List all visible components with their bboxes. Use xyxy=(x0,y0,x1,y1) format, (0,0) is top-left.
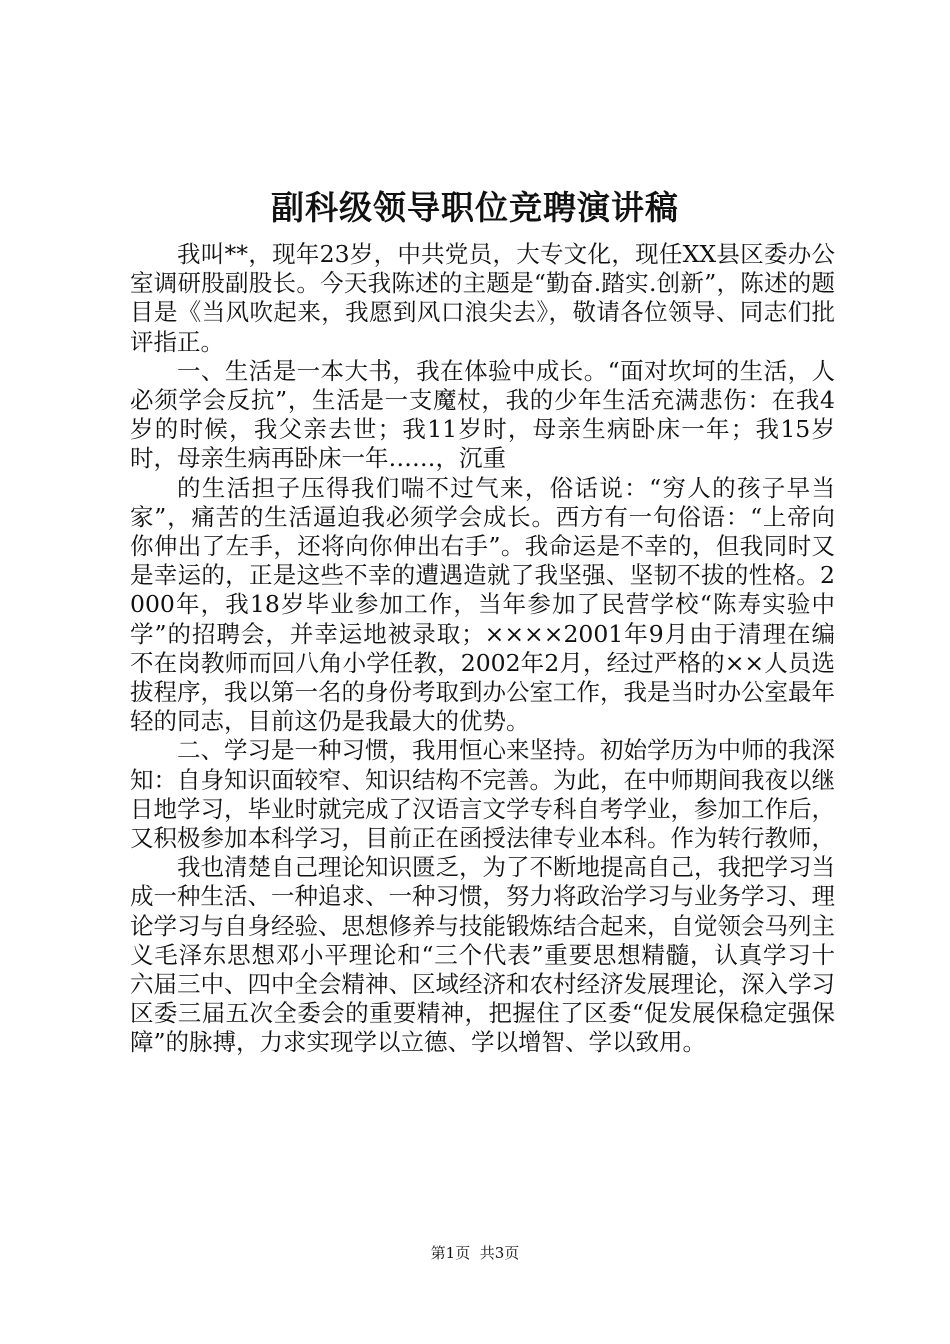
page-footer xyxy=(0,1243,950,1263)
paragraph-study: 二、学习是一种习惯，我用恒心来坚持。初始学历为中师的我深知：自身知识面较窄、知识结构不完善。为此，在中师期间我夜以继日地学习，毕业时就完成了汉语言文学专科自考学业，参加工作后，又积极参加本科学习，目前正在函授法律专业本科。作为转行教师， xyxy=(130,736,835,853)
paragraph-study-continued: 我也清楚自己理论知识匮乏，为了不断地提高自己，我把学习当成一种生活、一种追求、一种习惯，努力将政治学习与业务学习、理论学习与自身经验、思想修养与技能锻炼结合起来，自觉领会马列主义毛泽东思想邓小平理论和“三个代表”重要思想精髓，认真学习十六届三中、四中全会精神、区域经济和农村经济发展理论，深入学习区委三届五次全委会的重要精神，把握住了区委“促发展保稳定强保障”的脉搏，力求实现学以立德、学以增智、学以致用。 xyxy=(130,853,835,1057)
paragraph-intro: 我叫**，现年23岁，中共党员，大专文化，现任XX县区委办公室调研股副股长。今天我陈述的主题是“勤奋.踏实.创新”，陈述的题目是《当风吹起来，我愿到风口浪尖去》，敬请各位领导、同志们批评指正。 xyxy=(130,240,835,356)
document-title: 副科级领导职位竞聘演讲稿 xyxy=(271,188,679,227)
paragraph-life: 一、生活是一本大书，我在体验中成长。“面对坎坷的生活，人必须学会反抗”，生活是一支魔杖，我的少年生活充满悲伤：在我4岁的时候，我父亲去世；我11岁时，母亲生病卧床一年；我15岁时，母亲生病再卧床一年……，沉重 xyxy=(130,356,835,473)
paragraph-life-continued: 的生活担子压得我们喘不过气来，俗话说：“穷人的孩子早当家”，痛苦的生活逼迫我必须学会成长。西方有一句俗语：“上帝向你伸出了左手，还将向你伸出右手”。我命运是不幸的，但我同时又是幸运的，正是这些不幸的遭遇造就了我坚强、坚韧不拔的性格。2000年，我18岁毕业参加工作，当年参加了民营学校“陈寿实验中学”的招聘会，并幸运地被录取；××××2001年9月由于清理在编不在岗教师而回八角小学任教，2002年2月，经过严格的××人员选拔程序，我以第一名的身份考取到办公室工作，我是当时办公室最年轻的同志，目前这仍是我最大的优势。 xyxy=(130,473,835,736)
document-body xyxy=(130,240,835,1058)
total-pages: 共3页 xyxy=(479,1244,520,1262)
page-number: 第1页 xyxy=(430,1244,471,1262)
